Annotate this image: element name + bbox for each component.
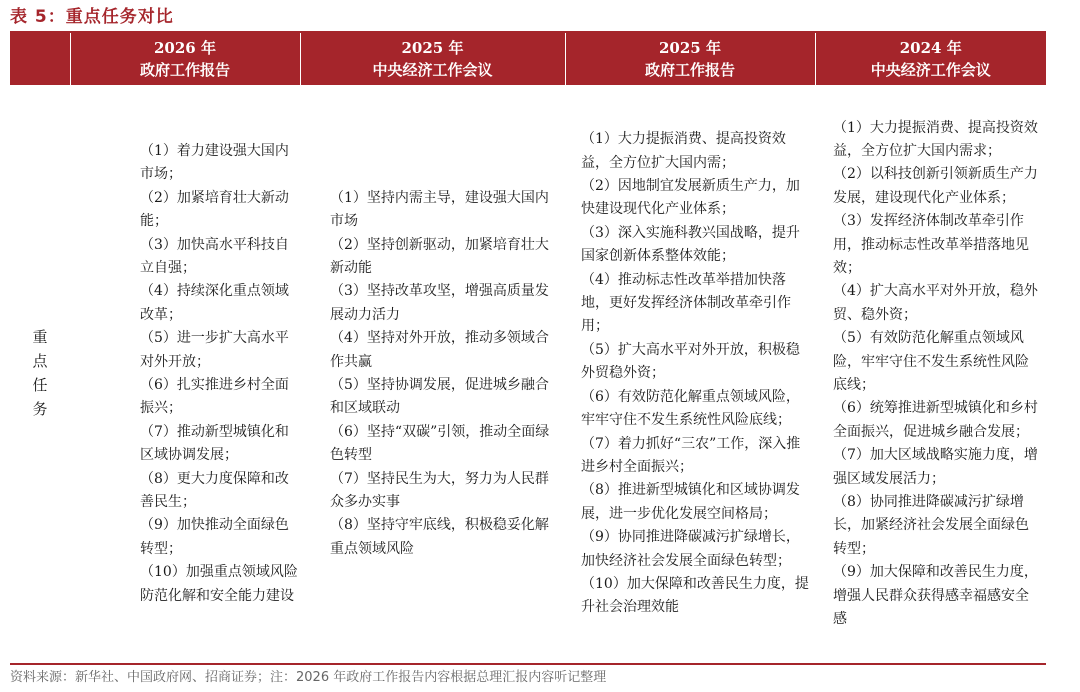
header-year: 2025 年 [659,39,721,57]
task-item: （5）有效防范化解重点领域风险，牢牢守住不发生系统性风险底线； [833,330,1029,393]
header-year: 2024 年 [899,39,962,57]
task-item: （5）坚持协调发展，促进城乡融合和区域联动 [330,377,549,417]
header-doc: 政府工作报告 [139,61,230,79]
task-item: （6）统筹推进新型城镇化和乡村全面振兴，促进城乡融合发展； [833,400,1038,440]
task-item: （8）协同推进降碳减污扩绿增长，加紧经济社会发展全面绿色转型； [833,494,1029,557]
task-item: （8）更大力度保障和改善民生； [140,470,289,511]
header-2026-gov-report [70,33,300,85]
header-cell-empty [10,33,70,85]
task-item: （3）坚持改革攻坚，增强高质量发展动力活力 [330,283,549,323]
task-item: （7）坚持民生为大，努力为人民群众多办实事 [330,470,549,511]
task-item: （4）推动标志性改革举措加快落地，更好发挥经济体制改革牵引作用； [581,271,791,335]
task-item: （10）加强重点领域风险防范化解和安全能力建设 [140,564,298,604]
header-year: 2025 年 [401,39,464,57]
task-item: （4）坚持对外开放，推动多领域合作共赢 [330,330,549,370]
task-item: （9）加快推动全面绿色转型； [140,517,289,557]
row-label: 重点任务 [32,328,48,419]
header-doc: 中央经济工作会议 [372,61,493,79]
header-row [10,33,1046,85]
header-2025-gov-report [565,33,815,85]
task-item: （8）坚持守牢底线，积极稳妥化解重点领域风险 [330,517,549,557]
header-2025-cewc [300,33,565,85]
column-2024-cewc [815,85,1046,663]
column-2025-cewc [300,85,565,663]
task-item: （4）扩大高水平对外开放，稳外贸、稳外资； [833,283,1038,323]
table-row [10,85,1046,663]
task-item: （7）加大区域战略实施力度，增强区域发展活力； [833,447,1038,487]
column-2025-gov-report [565,85,815,663]
header-doc: 中央经济工作会议 [870,61,991,79]
task-item: （6）坚持“双碳”引领，推动全面绿色转型 [330,423,550,464]
comparison-table [10,33,1046,663]
task-item: （2）坚持创新驱动，加紧培育壮大新动能 [330,236,549,276]
task-item: （5）进一步扩大高水平对外开放； [140,330,289,370]
task-item: （7）推动新型城镇化和区域协调发展； [140,423,289,464]
task-item: （9）协同推进降碳减污扩绿增长，加快经济社会发展全面绿色转型； [581,529,800,569]
task-item: （2）加紧培育壮大新动能； [140,189,289,230]
task-item: （2）因地制宜发展新质生产力，加快建设现代化产业体系； [581,178,800,218]
header-2024-cewc [815,33,1046,85]
task-item: （3）深入实施科教兴国战略，提升国家创新体系整体效能； [581,224,800,265]
task-item: （3）发挥经济体制改革牵引作用，推动标志性改革举措落地见效； [833,213,1029,276]
task-item: （5）扩大高水平对外开放，积极稳外贸稳外资； [581,341,800,382]
task-item: （6）扎实推进乡村全面振兴； [140,377,289,417]
row-label-cell [10,85,70,663]
task-item: （4）持续深化重点领域改革； [140,283,289,323]
table-title: 表 5：重点任务对比 [10,7,174,27]
source-note: 资料来源：新华社、中国政府网、招商证券；注：2026 年政府工作报告内容根据总理汇报内容听记整理 [10,670,607,685]
task-item: （1）坚持内需主导，建设强大国内市场 [330,189,549,230]
task-item: （9）加大保障和改善民生力度，增强人民群众获得感幸福感安全感 [833,564,1038,628]
task-item: （8）推进新型城镇化和区域协调发展，进一步优化发展空间格局； [581,482,800,522]
task-item: （3）加快高水平科技自立自强； [140,236,289,276]
header-doc: 政府工作报告 [644,61,735,79]
task-item: （2）以科技创新引领新质生产力发展，建设现代化产业体系； [833,166,1038,206]
column-2026-gov-report [70,85,300,663]
task-item: （7）着力抓好“三农”工作，深入推进乡村全面振兴； [581,435,801,475]
bottom-rule [10,663,1046,665]
task-item: （6）有效防范化解重点领域风险，牢牢守住不发生系统性风险底线； [581,388,800,429]
header-year: 2026 年 [154,39,216,57]
task-item: （1）大力提振消费、提高投资效益，全方位扩大国内需； [581,131,786,171]
task-item: （1）着力建设强大国内市场； [140,142,289,183]
task-item: （1）大力提振消费、提高投资效益，全方位扩大国内需求； [833,119,1038,159]
task-item: （10）加大保障和改善民生力度，提升社会治理效能 [581,575,809,616]
